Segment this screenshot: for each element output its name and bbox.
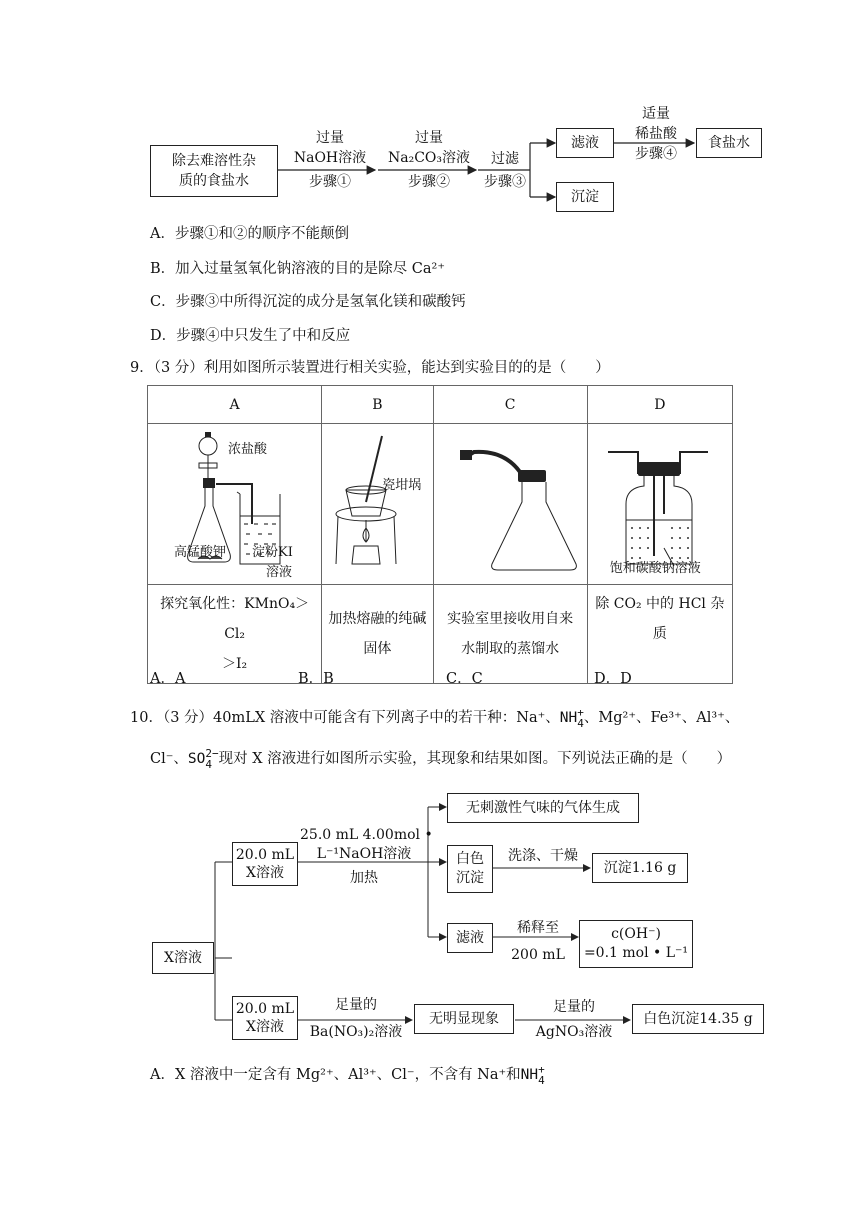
q10-reagent3-label: 足量的 (553, 999, 595, 1015)
q10-ppt-mass-box: 沉淀1.16 g (592, 853, 688, 883)
label-conc-hcl: 浓盐酸 (228, 442, 268, 457)
q10-filtrate-box: 滤液 (447, 923, 493, 953)
ion-nh4: NH + 4 (559, 706, 584, 730)
ion-so4: SO 2− 4 (187, 747, 219, 771)
q8-start-box (150, 145, 278, 197)
q10-reagent2-label: 足量的 (335, 997, 377, 1013)
q9-header-b: B (322, 386, 433, 424)
q9-caption-a: 探究氧化性：KMnO₄＞Cl₂ ＞I₂ (148, 585, 322, 684)
ion-nh4-option: NH + 4 (520, 1063, 545, 1087)
q8-step2-label: 过量 Na₂CO₃溶液 (387, 130, 470, 166)
q10-white-ppt-box: 白色 沉淀 (447, 845, 493, 893)
q10-stem-line2: Cl⁻、SO 2− 4 现对 X 溶液进行如图所示实验，其现象和结果如图。下列说法正确的是（ ） (150, 747, 732, 771)
q9-figure-c (433, 424, 587, 585)
q10-oh-box: c(OH⁻) =0.1 mol • L⁻¹ (579, 920, 693, 968)
q10-reagent3-name: AgNO₃溶液 (535, 1024, 613, 1040)
label-crucible: 瓷坩埚 (382, 478, 422, 493)
apparatus-b-drawing (322, 424, 432, 584)
q8-option-d: D．步骤④中只发生了中和反应 (150, 328, 351, 344)
label-starch-ki: 淀粉KI (252, 545, 293, 560)
q10-reagent1-label: 25.0 mL 4.00mol • L⁻¹NaOH溶液 (300, 827, 433, 862)
q10-wash-label: 洗涤、干燥 (508, 848, 578, 864)
q10-gas-box: 无刺激性气味的气体生成 (447, 793, 639, 823)
q8-filtrate-box: 滤液 (556, 128, 614, 158)
q8-step1-label: 过量 NaOH溶液 (293, 130, 367, 166)
q8-step4-label: 适量 稀盐酸 步骤④ (635, 106, 677, 162)
q10-no-phenomenon-box: 无明显现象 (414, 1004, 514, 1034)
q9-figure-a (148, 424, 322, 585)
label-na2co3-solution: 饱和碳酸钠溶液 (609, 561, 701, 576)
q10-option-a: A．X 溶液中一定含有 Mg²⁺、Al³⁺、Cl⁻，不含有 Na⁺和NH + 4 (150, 1063, 545, 1087)
apparatus-c-drawing (434, 424, 586, 584)
q10-heat-label: 加热 (350, 870, 378, 886)
q8-end-box: 食盐水 (696, 128, 762, 158)
q9-caption-b: 加热熔融的纯碱 固体 (322, 585, 433, 684)
q10-volume-label: 200 mL (511, 947, 565, 963)
q9-figure-b (322, 424, 433, 585)
q10-x-solution-box: X溶液 (152, 942, 214, 974)
label-kmno4: 高锰酸钾 (174, 545, 227, 560)
q10-reagent2-name: Ba(NO₃)₂溶液 (309, 1024, 403, 1040)
q10-sample1-box: 20.0 mL X溶液 (232, 842, 298, 886)
q9-option-b: B．B (298, 671, 334, 687)
q10-white-ppt2-box: 白色沉淀14.35 g (632, 1004, 764, 1034)
q8-step3-name: 步骤③ (484, 174, 526, 190)
q8-option-a: A．步骤①和②的顺序不能颠倒 (150, 226, 349, 242)
q9-stem: 9．（3 分）利用如图所示装置进行相关实验，能达到实验目的的是（ ） (130, 360, 610, 376)
q9-header-c: C (433, 386, 587, 424)
q8-option-c: C．步骤③中所得沉淀的成分是氢氧化镁和碳酸钙 (150, 294, 466, 310)
q8-precipitate-box: 沉淀 (556, 182, 614, 212)
q8-option-b: B．加入过量氢氧化钠溶液的目的是除尽 Ca²⁺ (150, 261, 445, 277)
q8-step3-label: 过滤 (491, 151, 519, 167)
q9-options (150, 667, 742, 688)
q9-caption-c: 实验室里接收用自来 水制取的蒸馏水 (433, 585, 587, 684)
q10-stem-line1: 10．（3 分）40mLX 溶液中可能含有下列离子中的若干种：Na⁺、NH + 4 、Mg²⁺、Fe³⁺、Al³⁺、 (130, 706, 740, 730)
q9-caption-d: 除 CO₂ 中的 HCl 杂质 (587, 585, 732, 684)
q9-option-a: A．A (150, 671, 186, 687)
q9-table (147, 385, 733, 684)
q8-step2-name: 步骤② (408, 174, 450, 190)
q9-figure-d (587, 424, 732, 585)
q9-option-d: D．D (594, 671, 632, 687)
q9-header-a: A (148, 386, 322, 424)
q10-sample2-box: 20.0 mL X溶液 (232, 996, 298, 1040)
q9-option-c: C．C (446, 671, 483, 687)
q8-step1-name: 步骤① (309, 174, 351, 190)
q10-dilute-label: 稀释至 (517, 920, 559, 936)
q9-header-d: D (587, 386, 732, 424)
q8-start-label: 除去难溶性杂质的食盐水 (172, 153, 256, 189)
label-solution: 溶液 (266, 565, 293, 580)
